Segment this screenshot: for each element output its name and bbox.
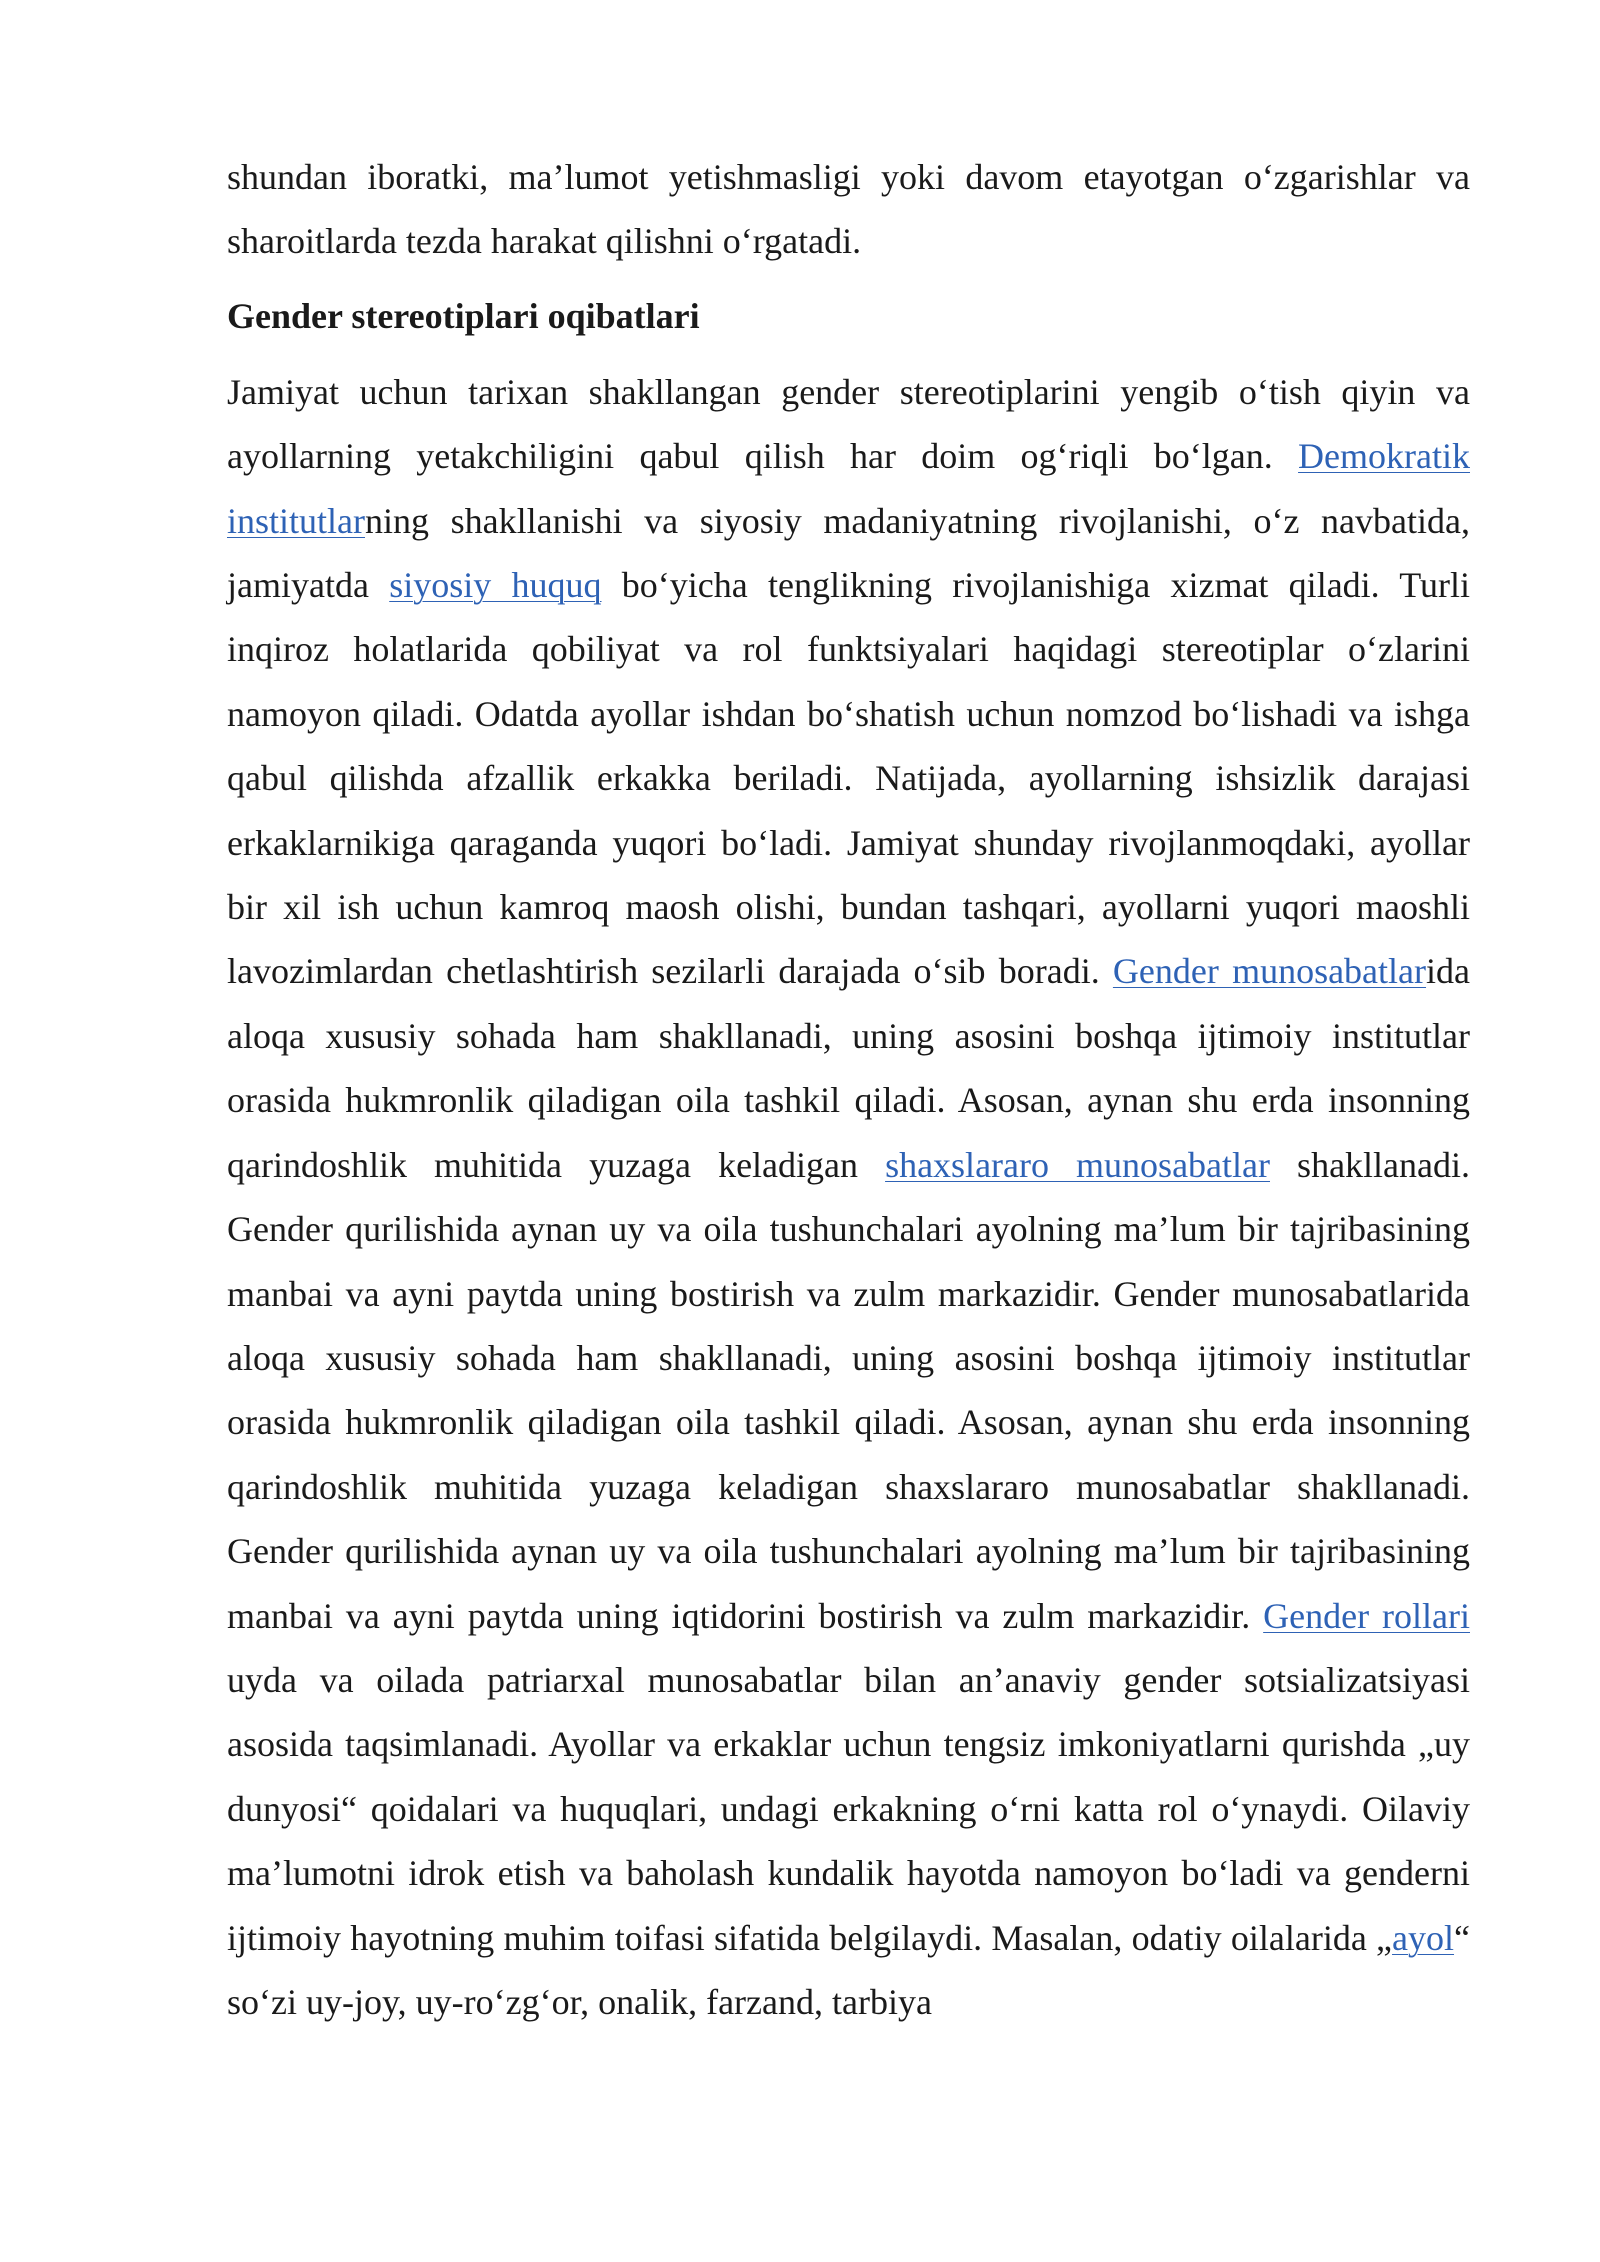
link-siyosiy-huquq[interactable]: siyosiy huquq [389, 565, 602, 606]
link-gender-munosabatlar[interactable]: Gender munosabatlar [1112, 951, 1427, 992]
paragraph-2-text-3: bo‘yicha tenglikning rivojlanishiga xizmat qiladi. Turli inqiroz holatlarida qobiliyat va rol funktsiyalari haqidagi stereotiplar o‘zlarini namoyon qiladi. Odatda ayollar ishdan bo‘shatish uchun nomzod bo‘lishadi va ishga qabul qilishda afzallik erkakka beriladi. Natijada, ayollarning ishsizlik darajasi erkaklarnikiga qaraganda yuqori bo‘ladi. Jamiyat shunday rivojlanmoqdaki, ayollar bir xil ish uchun kamroq maosh olishi, bundan tashqari, ayollarni yuqori maoshli lavozimlardan chetlashtirish sezilarli darajada o‘sib boradi. [227, 565, 1470, 992]
paragraph-1 [227, 145, 1470, 274]
link-shaxslararo-munosabatlar[interactable]: shaxslararo munosabatlar [885, 1144, 1270, 1185]
paragraph-2-text-6: uyda va oilada patriarxal munosabatlar bilan an’anaviy gender sotsializatsiyasi asosida taqsimlanadi. Ayollar va erkaklar uchun tengsiz imkoniyatlarni qurishda „uy dunyosi“ qoidalari va huquqlari, undagi erkakning o‘rni katta rol o‘ynaydi. Oilaviy ma’lumotni idrok etish va baholash kundalik hayotda namoyon bo‘ladi va genderni ijtimoiy hayotning muhim toifasi sifatida belgilaydi. Masalan, odatiy oilalarida „ [227, 1659, 1470, 1958]
paragraph-2 [227, 360, 1470, 2035]
paragraph-2-text-7: “ so‘zi uy-joy, uy-ro‘zg‘or, onalik, farzand, tarbiya [227, 1917, 1470, 2022]
paragraph-2-text-5: shakllanadi. Gender qurilishida aynan uy va oila tushunchalari ayolning ma’lum bir tajribasining manbai va ayni paytda uning bostirish va zulm markazidir. Gender munosabatlarida aloqa xususiy sohada ham shakllanadi, uning asosini boshqa ijtimoiy institutlar orasida hukmronlik qiladigan oila tashkil qiladi. Asosan, aynan shu erda insonning qarindoshlik muhitida yuzaga keladigan shaxslararo munosabatlar shakllanadi. Gender qurilishida aynan uy va oila tushunchalari ayolning ma’lum bir tajribasining manbai va ayni paytda uning iqtidorini bostirish va zulm markazidir. [227, 1144, 1471, 1636]
paragraph-2-text-1: Jamiyat uchun tarixan shakllangan gender stereotiplarini yengib o‘tish qiyin va ayollarning yetakchiligini qabul qilish har doim og‘riqli bo‘lgan. [227, 371, 1470, 477]
paragraph-2-text-4: ida aloqa xususiy sohada ham shakllanadi, uning asosini boshqa ijtimoiy institutlar orasida hukmronlik qiladigan oila tashkil qiladi. Asosan, aynan shu erda insonning qarindoshlik muhitida yuzaga keladigan [227, 951, 1470, 1185]
section-heading: Gender stereotiplari oqibatlari [227, 295, 700, 336]
document-body [227, 145, 1470, 2034]
link-gender-rollari[interactable]: Gender rollari [1263, 1595, 1470, 1636]
link-ayol[interactable]: ayol [1392, 1917, 1455, 1958]
link-demokratik-institutlar[interactable]: Demokratik institutlar [227, 436, 1470, 541]
paragraph-2-text-2: ning shakllanishi va siyosiy madaniyatning rivojlanishi, o‘z navbatida, jamiyatda [227, 500, 1470, 606]
paragraph-1-text: shundan iboratki, ma’lumot yetishmasligi yoki davom etayotgan o‘zgarishlar va sharoitlarda tezda harakat qilishni o‘rgatadi. [227, 157, 1470, 262]
